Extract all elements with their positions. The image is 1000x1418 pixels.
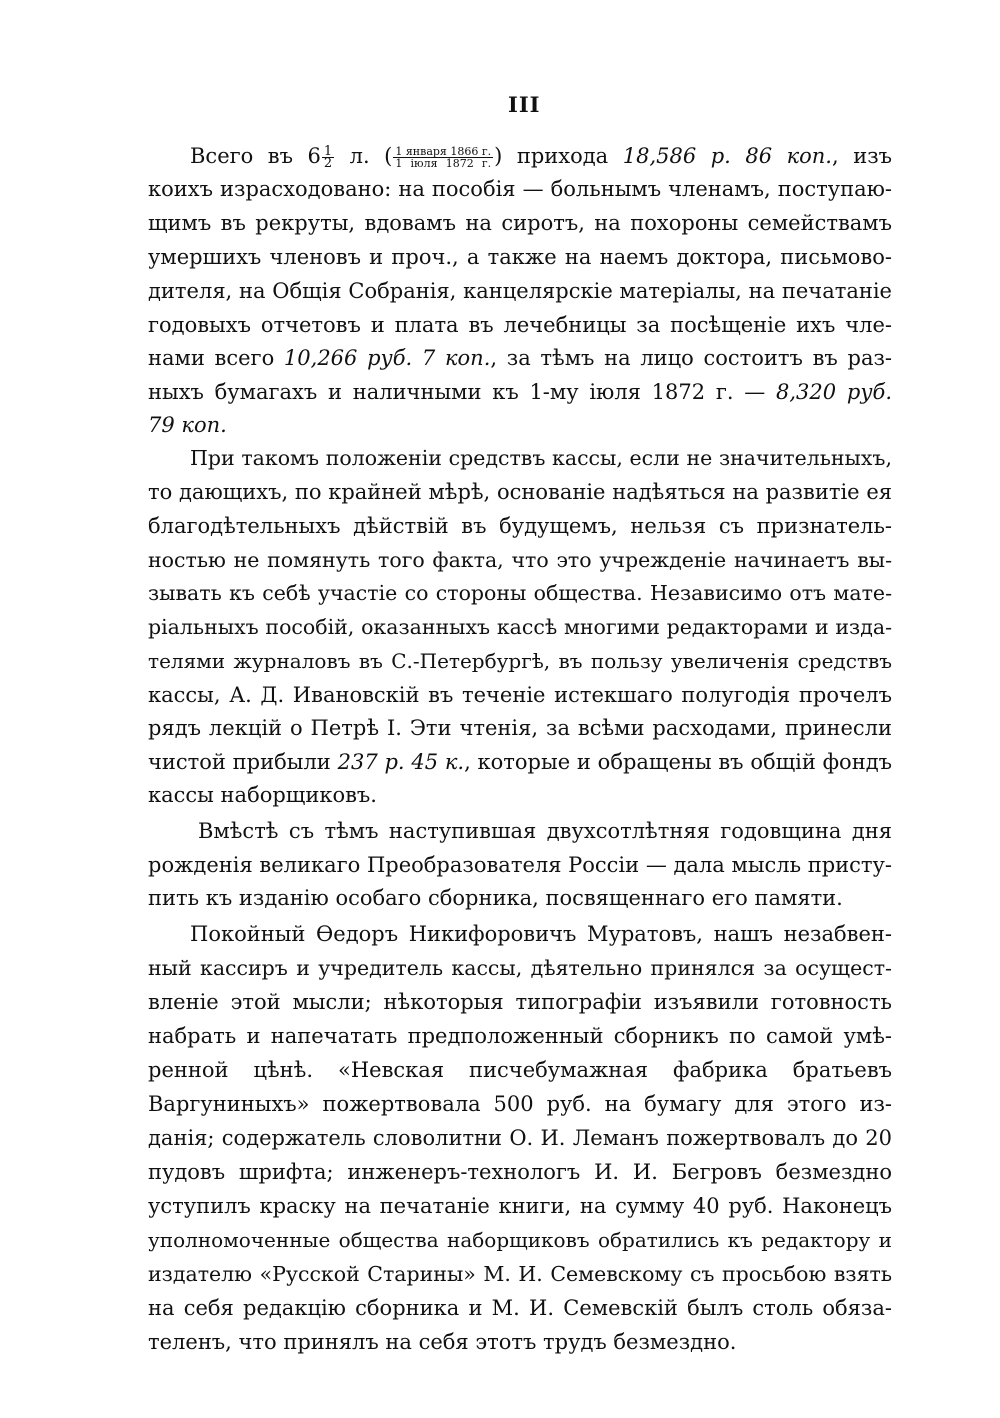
text-line (148, 410, 892, 442)
expense-amount: 10,266 руб. 7 коп. (283, 346, 491, 370)
balance-amount: 8,320 руб. (776, 380, 892, 404)
income-amount: 18,586 р. 86 коп. (622, 144, 832, 168)
text-line: теленъ, что принялъ на себя этотъ трудъ безмездно. (148, 1330, 737, 1354)
text-line: нами всего 10,266 руб. 7 коп., за тѣмъ на лицо состоитъ въ раз- (148, 346, 893, 370)
line-lead: Всего въ 6 (190, 144, 321, 168)
text-line: ныхъ бумагахъ и наличными къ 1-му іюля 1872 г. — 8,320 руб. (148, 380, 892, 404)
text-line: коихъ израсходовано: на пособія — больнымъ членамъ, поступаю- (148, 177, 892, 201)
text-line: телями журналовъ въ С.-Петербургѣ, въ пользу увеличенія средствъ (148, 649, 892, 673)
text-line (190, 141, 892, 173)
text-line: дителя, на Общія Собранія, канцелярскіе матеріалы, на печатаніе (148, 279, 892, 303)
fraction-half: $\frac{1}{2}$ (323, 144, 333, 171)
text-line: кассы, А. Д. Ивановскій въ теченіе истекшаго полугодія прочелъ (148, 683, 892, 707)
text-line: щимъ въ рекруты, вдовамъ на сиротъ, на похороны семействамъ (148, 211, 892, 235)
text-line: рядъ лекцій о Петрѣ I. Эти чтенія, за всѣми расходами, принесли (148, 716, 892, 740)
date-range-fraction: $\frac{\text{1 января 1866 г.}}{\text{1 іюля 1872 г.}}$ (395, 145, 492, 170)
text-line: Покойный Ѳедоръ Никифоровичъ Муратовъ, нашъ незабвен- (190, 922, 892, 946)
text-line: вленіе этой мысли; нѣкоторыя типографіи изъявили готовность (148, 990, 892, 1014)
text-line: кассы наборщиковъ. (148, 783, 377, 807)
text-line: пить къ изданію особаго сборника, посвященнаго его памяти. (148, 886, 843, 910)
text-line: уполномоченные общества наборщиковъ обратились къ редактору и (148, 1228, 892, 1252)
text-line: на себя редакцію сборника и М. И. Семевскій былъ столь обяза- (148, 1296, 892, 1320)
balance-kopecks: 79 коп. (148, 413, 227, 437)
text-line: ностью не помянуть того факта, что это учрежденіе начинаетъ вы- (148, 548, 892, 572)
text-line: При такомъ положеніи средствъ кассы, если не значительныхъ, (190, 446, 892, 470)
text-line: уступилъ краску на печатаніе книги, на сумму 40 руб. Наконецъ (148, 1194, 892, 1218)
text-line: набрать и напечатать предположенный сборникъ по самой умѣ- (148, 1024, 892, 1048)
line-unit: л. ( (335, 144, 393, 168)
text-line: Вмѣстѣ съ тѣмъ наступившая двухсотлѣтняя годовщина дня (198, 819, 892, 843)
page-number: III (508, 92, 541, 117)
text-line: ный кассиръ и учредитель кассы, дѣятельно принялся за осущест- (148, 956, 892, 980)
text-line: рожденія великаго Преобразователя Россіи — дала мысль присту- (148, 853, 893, 877)
text-line: данія; содержатель словолитни О. И. Леманъ пожертвовалъ до 20 (148, 1126, 892, 1150)
text-line: чистой прибыли 237 р. 45 к., которые и обращены въ общій фондъ (148, 750, 892, 774)
text-line: ренной цѣнѣ. «Невская писчебумажная фабрика братьевъ (148, 1058, 892, 1082)
text-line: издателю «Русской Старины» М. И. Семевскому съ просьбою взять (148, 1262, 892, 1286)
text-line: годовыхъ отчетовъ и плата въ лечебницы за посѣщеніе ихъ чле- (148, 313, 892, 337)
lecture-profit-amount: 237 р. 45 к. (337, 750, 465, 774)
text-line: ріальныхъ пособій, оказанныхъ кассѣ многими редакторами и изда- (148, 615, 892, 639)
text-line: Варгуниныхъ» пожертвовала 500 руб. на бумагу для этого из- (148, 1092, 892, 1116)
text-line: умершихъ членовъ и проч., а также на наемъ доктора, письмово- (148, 245, 892, 269)
text-line: зывать къ себѣ участіе со стороны общества. Независимо отъ мате- (148, 581, 892, 605)
text-line: пудовъ шрифта; инженеръ-технологъ И. И. Бегровъ безмездно (148, 1160, 892, 1184)
line-tail: , изъ (832, 144, 893, 168)
line-mid: ) прихода (494, 144, 623, 168)
text-line: благодѣтельныхъ дѣйствій въ будущемъ, нельзя съ признатель- (148, 514, 892, 538)
text-line: то дающихъ, по крайней мѣрѣ, основаніе надѣяться на развитіе ея (148, 480, 892, 504)
